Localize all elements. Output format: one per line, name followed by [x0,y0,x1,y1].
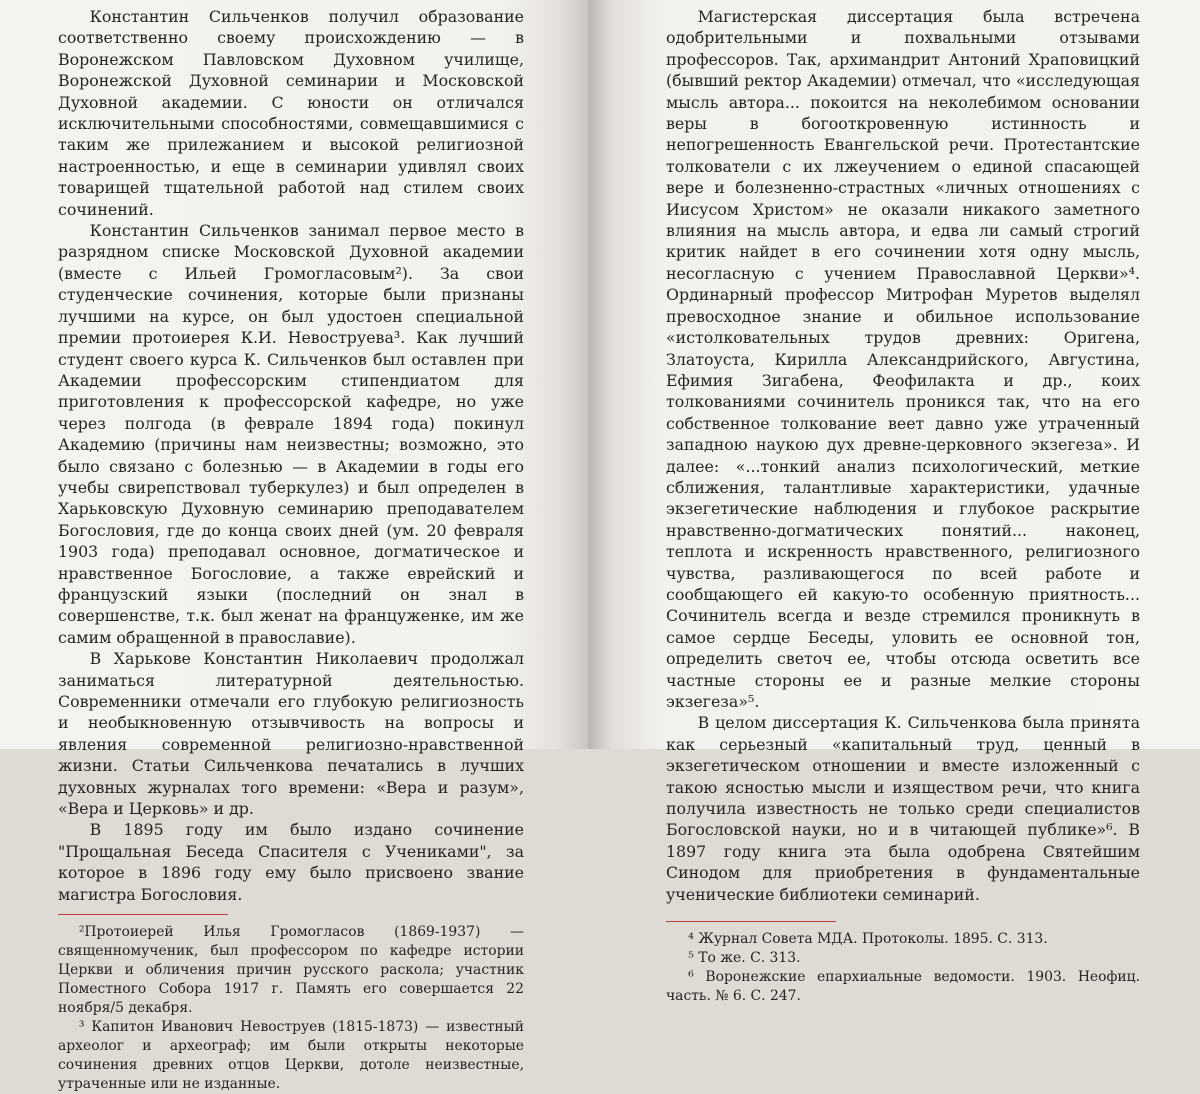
right-paragraph-1: Магистерская диссертация была встречена одобрительными и похвальными отзывами профессоров. Так, архимандрит Антоний Храповицкий (бывший ректор Академии) отмечал, что «исследующая мысль автора... покоится на неколебимом основании веры в богооткровенную истинность и непогрешенность Евангельской речи. Протестантские толкователи с их лжеучением о единой спасающей вере и болезненно-страстных «личных отношениях с Иисусом Христом» не оказали никакого заметного влияния на мысль автора, и едва ли самый строгий критик найдет в его сочинении хотя одну мысль, несогласную с учением Православной Церкви»⁴. Ординарный профессор Митрофан Муретов выделял превосходное знание и обильное использование «истолковательных трудов древних: Оригена, Златоуста, Кирилла Александрийского, Августина, Ефимия Зигабена, Феофилакта и др., коих толкованиями сочинитель проникся так, что на его собственное толкование веет давно уже утраченный западною наукою дух древне-церковного экзегеза». И далее: «...тонкий анализ психологический, меткие сближения, талантливые характеристики, удачные экзегетические наблюдения и глубокое раскрытие нравственно-догматических понятий... наконец, теплота и искренность нравственного, религиозного чувства, разливающегося по всей работе и сообщающего ей какую-то особенную приятность... Сочинитель всегда и везде стремился проникнуть в самое сердце Беседы, уловить ее основной тон, определить светоч ее, чтобы отсюда осветить все частные стороны ее и разные мелкие стороны экзегеза»⁵. [666,7,1140,711]
left-paragraph-1: Константин Сильченков получил образование соответственно своему происхождению — в Воронежском Павловском Духовном училище, Воронежской Духовной семинарии и Московской Духовной академии. С юности он отличался исключительными способностями, совмещавшимися с таким же прилежанием и высокой религиозной настроенностью, и еще в семинарии удивлял своих товарищей тщательной работой над стилем своих сочинений. [58,7,524,219]
right-body-text [666,6,1140,905]
footnote-2: ²Протоиерей Илья Громогласов (1869-1937) — священномученик, был профессором по кафедре истории Церкви и обличения причин русского раскола; участник Поместного Собора 1917 г. Память его совершается 22 ноября/5 декабря. [58,924,524,1017]
footnote-4: ⁴ Журнал Совета МДА. Протоколы. 1895. С. 313. [688,931,1048,948]
left-paragraph-4: В 1895 году им было издано сочинение "Прощальная Беседа Спасителя с Учениками", за которое в 1896 году ему было присвоено звание магистра Богословия. [58,820,524,904]
left-body-text [58,6,524,905]
right-page [588,0,1200,1005]
footnote-3: ³ Капитон Иванович Невоструев (1815-1873) — известный археолог и археограф; им были открыты некоторые сочинения древних отцов Церкви, дотоле неизвестные, утраченные или не изданные. [58,1019,524,1093]
left-footnote-rule [58,914,228,915]
left-paragraph-2: Константин Сильченков занимал первое место в разрядном списке Московской Духовной академии (вместе с Ильей Громогласовым²). За свои студенческие сочинения, которые были признаны лучшими на курсе, он был удостоен специальной премии протоиерея К.И. Невоструева³. Как лучший студент своего курса К. Сильченков был оставлен при Академии профессорским стипендиатом для приготовления к профессорской кафедре, но уже через полгода (в феврале 1894 года) покинул Академию (причины нам неизвестны; возможно, это было связано с болезнью — в Академии в годы его учебы свирепствовал туберкулез) и был определен в Харьковскую Духовную семинарию преподавателем Богословия, где до конца своих дней (ум. 20 февраля 1903 года) преподавал основное, догматическое и нравственное Богословие, а также еврейский и французский языки (последний он знал в совершенстве, т.к. был женат на француженке, им же самим обращенной в православие). [58,221,524,647]
left-paragraph-3: В Харькове Константин Николаевич продолжал заниматься литературной деятельностью. Современники отмечали его глубокую религиозность и необыкновенную отзывчивость на вопросы и явления современной религиозно-нравственной жизни. Статьи Сильченкова печатались в лучших духовных журналах того времени: «Вера и разум», «Вера и Церковь» и др. [58,649,524,819]
footnote-5: ⁵ То же. С. 313. [688,950,801,967]
footnote-6: ⁶ Воронежские епархиальные ведомости. 1903. Неофиц. часть. № 6. С. 247. [666,969,1140,1005]
right-paragraph-2: В целом диссертация К. Сильченкова была принята как серьезный «капитальный труд, ценный в экзегетическом отношении и вместе изложенный с такою ясностью мысли и изяществом речи, что книга получила известность не только среди специалистов Богословской науки, но и в читающей публике»⁶. В 1897 году книга эта была одобрена Святейшим Синодом для приобретения в фундаментальные ученические библиотеки семинарий. [666,713,1140,904]
right-footnote-rule [666,921,836,922]
right-footnotes [666,930,1140,1006]
left-footnotes [58,923,524,1094]
left-page [0,0,588,1093]
